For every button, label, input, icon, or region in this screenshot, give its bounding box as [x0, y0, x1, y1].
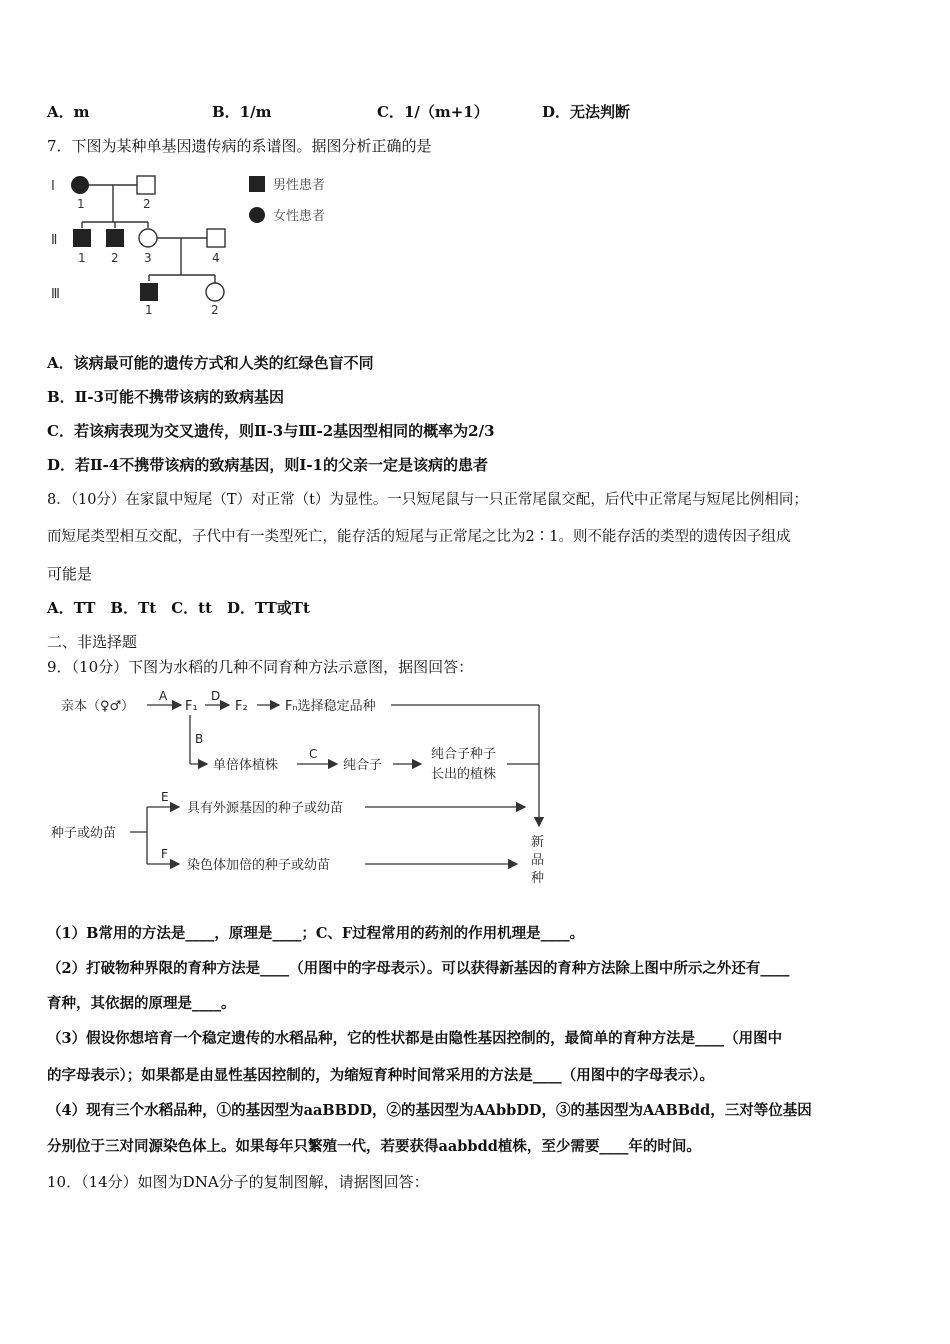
num: 1 — [77, 197, 85, 211]
num: 2 — [111, 251, 119, 265]
q7-option-d: D．若Ⅱ-4不携带该病的致病基因，则Ⅰ-1的父亲一定是该病的患者 — [47, 456, 488, 474]
q8-line-3: 可能是 — [47, 565, 93, 583]
q9-part-3a: （3）假设你想培育一个稳定遗传的水稻品种，它的性状都是由隐性基因控制的，最简单的育种方法是____（用图中 — [47, 1030, 783, 1047]
q8-options: A．TT B．Tt C．tt D．TT或Tt — [47, 599, 310, 617]
node-haploid: 单倍体植株 — [213, 758, 279, 773]
legend-female-icon — [249, 207, 265, 223]
breeding-diagram — [47, 688, 557, 898]
gen2-1-affected-male — [73, 229, 91, 247]
gen2-3-female — [139, 229, 157, 247]
num: 3 — [144, 251, 152, 265]
node-new-variety-1: 新 — [531, 835, 545, 850]
node-homo-seed-2: 长出的植株 — [431, 767, 497, 782]
q9-part-4b: 分别位于三对同源染色体上。如果每年只繁殖一代，若要获得aabbdd植株，至少需要____年的时间。 — [47, 1138, 701, 1155]
node-f1: F₁ — [185, 699, 198, 714]
label-e: E — [161, 790, 169, 804]
gen2-4-male — [207, 229, 225, 247]
node-seed: 种子或幼苗 — [51, 826, 117, 841]
q10-stem: 10．（14分）如图为DNA分子的复制图解，请据图回答： — [47, 1173, 429, 1191]
gen-label-2: Ⅱ — [51, 233, 58, 248]
num: 2 — [211, 303, 219, 317]
label-d: D — [211, 689, 221, 703]
gen-label-1: Ⅰ — [51, 179, 55, 194]
node-f2: F₂ — [235, 699, 248, 714]
num: 2 — [143, 197, 151, 211]
node-parent: 亲本（♀♂） — [61, 699, 135, 714]
legend-male-icon — [249, 176, 265, 192]
q7-stem: 7．下图为某种单基因遗传病的系谱图。据图分析正确的是 — [47, 137, 432, 155]
node-fn: Fₙ选择稳定品种 — [285, 699, 376, 714]
q7-option-b: B．Ⅱ-3可能不携带该病的致病基因 — [47, 388, 284, 406]
num: 4 — [212, 251, 220, 265]
node-homo-seed-1: 纯合子种子 — [431, 747, 497, 762]
q6-option-b: B．1/m — [212, 103, 272, 121]
q7-option-a: A．该病最可能的遗传方式和人类的红绿色盲不同 — [47, 354, 374, 372]
gen1-1-affected-female — [71, 176, 89, 194]
gen-label-3: Ⅲ — [51, 287, 60, 302]
node-homozygote: 纯合子 — [343, 758, 383, 773]
q9-part-3b: 的字母表示）；如果都是由显性基因控制的，为缩短育种时间常采用的方法是____（用图中的字母表示）。 — [47, 1067, 714, 1084]
q6-option-a: A．m — [47, 103, 90, 121]
q6-option-c: C．1/（m+1） — [377, 103, 489, 121]
q9-part-2a: （2）打破物种界限的育种方法是____（用图中的字母表示）。可以获得新基因的育种方法除上图中所示之外还有____ — [47, 960, 790, 977]
legend-male-label: 男性患者 — [273, 178, 326, 193]
section-heading: 二、非选择题 — [47, 633, 138, 651]
q8-line-2: 而短尾类型相互交配，子代中有一类型死亡，能存活的短尾与正常尾之比为2∶1。则不能存活的类型的遗传因子组成 — [47, 529, 791, 545]
legend-female-label: 女性患者 — [273, 209, 326, 224]
q9-part-4a: （4）现有三个水稻品种，①的基因型为aaBBDD，②的基因型为AAbbDD，③的基因型为AABBdd，三对等位基因 — [47, 1102, 812, 1119]
label-f: F — [161, 847, 168, 861]
q9-stem: 9．（10分）下图为水稻的几种不同育种方法示意图，据图回答： — [47, 658, 474, 676]
gen2-2-affected-male — [106, 229, 124, 247]
gen3-1-affected-male — [140, 283, 158, 301]
pedigree-chart — [47, 168, 407, 318]
node-doubled: 染色体加倍的种子或幼苗 — [187, 858, 331, 873]
q6-option-d: D．无法判断 — [542, 103, 631, 121]
q9-part-1: （1）B常用的方法是____，原理是____；C、F过程常用的药剂的作用机理是____。 — [47, 925, 585, 942]
q8-line-1: 8．（10分）在家鼠中短尾（T）对正常（t）为显性。一只短尾鼠与一只正常尾鼠交配，后代中正常尾与短尾比例相同； — [47, 492, 808, 508]
num: 1 — [78, 251, 86, 265]
num: 1 — [145, 303, 153, 317]
label-c: C — [309, 747, 318, 761]
q9-part-2b: 育种，其依据的原理是____。 — [47, 995, 236, 1012]
q7-option-c: C．若该病表现为交叉遗传，则Ⅱ-3与Ⅲ-2基因型相同的概率为2/3 — [47, 422, 495, 440]
gen1-2-male — [137, 176, 155, 194]
gen3-2-female — [206, 283, 224, 301]
label-a: A — [159, 689, 168, 703]
node-new-variety-3: 种 — [531, 871, 545, 886]
label-b: B — [195, 732, 204, 746]
node-new-variety-2: 品 — [531, 853, 545, 868]
node-foreign: 具有外源基因的种子或幼苗 — [187, 801, 344, 816]
